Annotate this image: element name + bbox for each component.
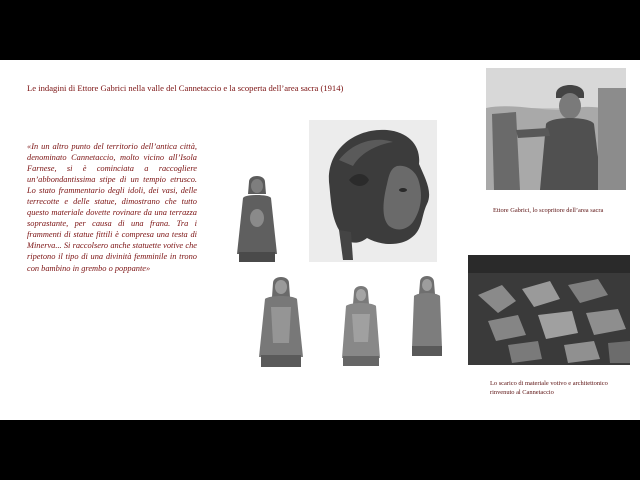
- slide-title: Le indagini di Ettore Gabrici nella valle del Cannetaccio e la scoperta dell’area sacra (1914): [27, 83, 344, 93]
- minerva-head-photo: [309, 120, 437, 262]
- statuette-photo-2: [255, 273, 307, 369]
- caption-scarico: Lo scarico di materiale votivo e architettonico rinvenuto al Cannetaccio: [490, 380, 608, 396]
- quote-text: «In un altro punto del territorio dell’antica città, denominato Cannetaccio, molto vicino all’Isola Farnese, si è cominciata a raccogliere un’abbondantissima stipe di un tempio etrusco. Lo stato frammentario degli idoli, dei vasi, delle terrecotte e delle statue, dimostrano che tutto questo materiale dovette rovinare da una terrazza soprastante, per causa di una frana. Tra i frammenti di statue fittili è compresa una testa di Minerva... Si raccolsero anche statuette votive che ripetono il tipo di una divinità femminile in trono con bambino in grembo o poppante»: [27, 142, 197, 273]
- statuette-photo-3: [338, 282, 384, 368]
- slide: [0, 60, 640, 420]
- gabrici-portrait-photo: [486, 68, 626, 190]
- statuette-photo-1: [233, 168, 281, 264]
- excavation-photo: [468, 255, 630, 365]
- statuette-photo-4: [410, 272, 444, 358]
- caption-gabrici: Ettore Gabrici, lo scopritore dell’area sacra: [493, 207, 604, 214]
